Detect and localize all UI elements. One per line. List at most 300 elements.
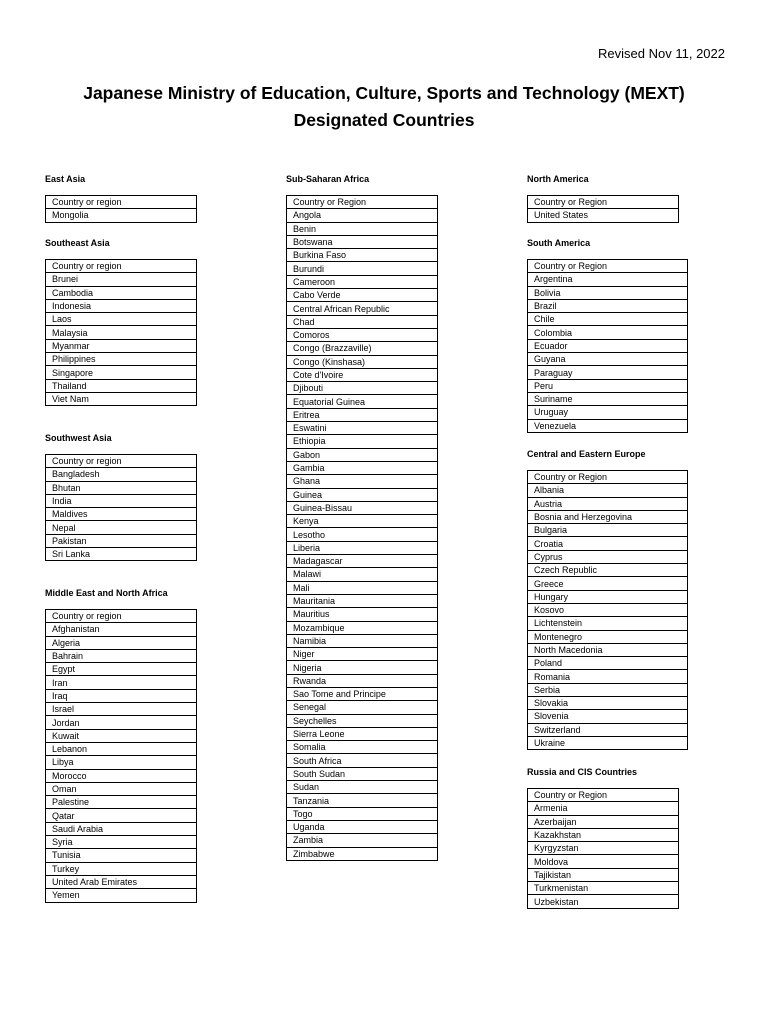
country-cell: Suriname xyxy=(528,392,688,405)
table-row xyxy=(46,889,197,902)
country-cell: Libya xyxy=(46,756,197,769)
country-cell: Ukraine xyxy=(528,736,688,749)
section-title: Southwest Asia xyxy=(45,433,112,443)
country-cell: South Africa xyxy=(287,754,438,767)
country-cell: Tanzania xyxy=(287,794,438,807)
table-row xyxy=(46,623,197,636)
country-cell: Slovenia xyxy=(528,710,688,723)
country-cell: Namibia xyxy=(287,634,438,647)
table-row xyxy=(46,836,197,849)
country-cell: India xyxy=(46,494,197,507)
table-header-cell: Country or Region xyxy=(528,196,679,209)
section-middle-east-north-africa xyxy=(45,587,197,903)
table-row xyxy=(528,392,688,405)
country-cell: Chad xyxy=(287,315,438,328)
country-cell: Serbia xyxy=(528,683,688,696)
table-row xyxy=(528,710,688,723)
table-row xyxy=(287,820,438,833)
country-cell: Comoros xyxy=(287,328,438,341)
section-russia-cis xyxy=(527,766,679,909)
table-header-cell: Country or region xyxy=(46,196,197,209)
table-row xyxy=(46,703,197,716)
country-cell: Qatar xyxy=(46,809,197,822)
country-cell: Austria xyxy=(528,497,688,510)
country-cell: Albania xyxy=(528,484,688,497)
table-row xyxy=(528,736,688,749)
table-row xyxy=(528,868,679,881)
country-cell: Gambia xyxy=(287,461,438,474)
country-cell: Greece xyxy=(528,577,688,590)
country-cell: Kenya xyxy=(287,515,438,528)
title-line-2: Designated Countries xyxy=(293,110,475,130)
table-row xyxy=(46,649,197,662)
country-cell: Togo xyxy=(287,807,438,820)
table-row xyxy=(287,648,438,661)
table-row xyxy=(528,842,679,855)
table-row xyxy=(46,875,197,888)
country-cell: Djibouti xyxy=(287,382,438,395)
country-cell: Turkmenistan xyxy=(528,882,679,895)
table-row xyxy=(46,782,197,795)
country-cell: Congo (Kinshasa) xyxy=(287,355,438,368)
country-cell: Benin xyxy=(287,222,438,235)
country-cell: Ethiopia xyxy=(287,435,438,448)
table-row xyxy=(46,299,197,312)
table-row xyxy=(528,670,688,683)
country-cell: Cameroon xyxy=(287,275,438,288)
country-cell: Burundi xyxy=(287,262,438,275)
table-row xyxy=(287,807,438,820)
country-cell: Central African Republic xyxy=(287,302,438,315)
table-row xyxy=(46,339,197,352)
country-cell: Bolivia xyxy=(528,286,688,299)
country-cell: Senegal xyxy=(287,701,438,714)
table-row xyxy=(46,326,197,339)
table-row xyxy=(46,286,197,299)
country-cell: Nepal xyxy=(46,521,197,534)
country-table xyxy=(527,195,679,223)
country-cell: Peru xyxy=(528,379,688,392)
country-cell: United States xyxy=(528,209,679,222)
country-cell: Slovakia xyxy=(528,697,688,710)
section-title: East Asia xyxy=(45,174,86,184)
section-southwest-asia xyxy=(45,432,197,561)
table-row xyxy=(287,289,438,302)
country-cell: Poland xyxy=(528,657,688,670)
table-row xyxy=(46,689,197,702)
table-header-cell: Country or Region xyxy=(528,260,688,273)
table-row xyxy=(528,286,688,299)
table-row xyxy=(528,366,688,379)
table-row xyxy=(46,769,197,782)
table-row xyxy=(528,353,688,366)
country-cell: Lichtenstein xyxy=(528,617,688,630)
table-row xyxy=(528,855,679,868)
table-row xyxy=(46,822,197,835)
table-row xyxy=(287,422,438,435)
table-row xyxy=(46,521,197,534)
country-cell: Maldives xyxy=(46,508,197,521)
table-row xyxy=(528,550,688,563)
table-header-row xyxy=(46,455,197,468)
country-cell: Guyana xyxy=(528,353,688,366)
country-table xyxy=(45,609,197,903)
table-row xyxy=(528,299,688,312)
country-cell: Thailand xyxy=(46,379,197,392)
country-cell: Azerbaijan xyxy=(528,815,679,828)
table-row xyxy=(287,555,438,568)
country-cell: Paraguay xyxy=(528,366,688,379)
country-cell: Zimbabwe xyxy=(287,847,438,860)
table-header-cell: Country or region xyxy=(46,455,197,468)
table-row xyxy=(528,895,679,908)
country-cell: North Macedonia xyxy=(528,643,688,656)
table-row xyxy=(46,729,197,742)
table-row xyxy=(528,564,688,577)
country-cell: Cote d'Ivoire xyxy=(287,368,438,381)
country-cell: Burkina Faso xyxy=(287,249,438,262)
table-row xyxy=(46,796,197,809)
table-row xyxy=(528,419,688,432)
country-cell: Bahrain xyxy=(46,649,197,662)
country-cell: Gabon xyxy=(287,448,438,461)
country-cell: Tajikistan xyxy=(528,868,679,881)
table-row xyxy=(287,568,438,581)
table-row xyxy=(287,754,438,767)
country-cell: Congo (Brazzaville) xyxy=(287,342,438,355)
country-cell: Kuwait xyxy=(46,729,197,742)
country-cell: Saudi Arabia xyxy=(46,822,197,835)
table-row xyxy=(528,657,688,670)
table-header-cell: Country or Region xyxy=(528,789,679,802)
table-row xyxy=(287,209,438,222)
table-row xyxy=(46,468,197,481)
table-row xyxy=(287,475,438,488)
country-cell: Uruguay xyxy=(528,406,688,419)
revised-date: Revised Nov 11, 2022 xyxy=(598,46,725,61)
table-header-cell: Country or Region xyxy=(287,196,438,209)
table-row xyxy=(287,435,438,448)
country-cell: Iran xyxy=(46,676,197,689)
country-cell: Montenegro xyxy=(528,630,688,643)
country-cell: Romania xyxy=(528,670,688,683)
table-row xyxy=(528,326,688,339)
country-cell: Sierra Leone xyxy=(287,727,438,740)
table-row xyxy=(287,448,438,461)
country-cell: Moldova xyxy=(528,855,679,868)
table-row xyxy=(528,379,688,392)
country-cell: South Sudan xyxy=(287,767,438,780)
country-cell: Turkey xyxy=(46,862,197,875)
country-cell: Ecuador xyxy=(528,339,688,352)
section-southeast-asia xyxy=(45,237,197,406)
country-cell: Palestine xyxy=(46,796,197,809)
table-row xyxy=(46,379,197,392)
table-header-row xyxy=(528,789,679,802)
country-cell: Tunisia xyxy=(46,849,197,862)
section-title: South America xyxy=(527,238,591,248)
table-row xyxy=(528,510,688,523)
country-cell: Eswatini xyxy=(287,422,438,435)
country-cell: Bosnia and Herzegovina xyxy=(528,510,688,523)
table-header-row xyxy=(528,471,688,484)
country-cell: Syria xyxy=(46,836,197,849)
title-line-1: Japanese Ministry of Education, Culture, Sports and Technology (MEXT) xyxy=(83,83,685,103)
table-row xyxy=(287,608,438,621)
country-cell: Madagascar xyxy=(287,555,438,568)
country-cell: Equatorial Guinea xyxy=(287,395,438,408)
table-row xyxy=(528,497,688,510)
country-cell: Iraq xyxy=(46,689,197,702)
section-title: Middle East and North Africa xyxy=(45,588,168,598)
country-cell: Mali xyxy=(287,581,438,594)
country-table xyxy=(527,470,688,750)
country-cell: Israel xyxy=(46,703,197,716)
country-table xyxy=(45,195,197,223)
country-cell: Malawi xyxy=(287,568,438,581)
country-cell: Morocco xyxy=(46,769,197,782)
section-east-asia xyxy=(45,173,197,223)
table-row xyxy=(287,488,438,501)
table-row xyxy=(287,222,438,235)
table-row xyxy=(528,603,688,616)
country-cell: Cabo Verde xyxy=(287,289,438,302)
country-cell: Egypt xyxy=(46,663,197,676)
table-row xyxy=(287,781,438,794)
country-cell: Afghanistan xyxy=(46,623,197,636)
table-row xyxy=(287,395,438,408)
country-cell: Argentina xyxy=(528,273,688,286)
section-south-america xyxy=(527,237,688,433)
country-cell: Lesotho xyxy=(287,528,438,541)
section-title: Central and Eastern Europe xyxy=(527,449,646,459)
table-row xyxy=(287,501,438,514)
country-cell: Indonesia xyxy=(46,299,197,312)
country-cell: Armenia xyxy=(528,802,679,815)
table-row xyxy=(528,273,688,286)
country-cell: Lebanon xyxy=(46,742,197,755)
country-cell: Mozambique xyxy=(287,621,438,634)
country-cell: Angola xyxy=(287,209,438,222)
section-title: Sub-Saharan Africa xyxy=(286,174,370,184)
table-row xyxy=(46,494,197,507)
section-sub-saharan-africa xyxy=(286,173,438,861)
table-row xyxy=(46,534,197,547)
table-row xyxy=(528,815,679,828)
table-row xyxy=(287,847,438,860)
country-cell: Rwanda xyxy=(287,674,438,687)
table-row xyxy=(46,209,197,222)
table-row xyxy=(46,548,197,561)
country-cell: Czech Republic xyxy=(528,564,688,577)
country-cell: Seychelles xyxy=(287,714,438,727)
table-row xyxy=(287,621,438,634)
table-row xyxy=(528,683,688,696)
country-table xyxy=(286,195,438,861)
table-row xyxy=(287,581,438,594)
section-central-eastern-europe xyxy=(527,448,688,750)
country-table xyxy=(527,788,679,909)
table-row xyxy=(46,508,197,521)
table-row xyxy=(46,862,197,875)
country-cell: Bhutan xyxy=(46,481,197,494)
table-row xyxy=(287,701,438,714)
table-row xyxy=(528,617,688,630)
table-row xyxy=(46,636,197,649)
country-table xyxy=(527,259,688,433)
country-cell: Venezuela xyxy=(528,419,688,432)
table-row xyxy=(287,528,438,541)
country-table xyxy=(45,259,197,406)
country-cell: United Arab Emirates xyxy=(46,875,197,888)
country-cell: Liberia xyxy=(287,541,438,554)
table-row xyxy=(287,315,438,328)
table-row xyxy=(287,741,438,754)
table-row xyxy=(287,461,438,474)
country-cell: Chile xyxy=(528,313,688,326)
table-row xyxy=(287,382,438,395)
table-row xyxy=(287,594,438,607)
table-row xyxy=(528,524,688,537)
table-row xyxy=(46,481,197,494)
table-row xyxy=(287,368,438,381)
section-north-america xyxy=(527,173,679,223)
country-cell: Nigeria xyxy=(287,661,438,674)
table-row xyxy=(287,515,438,528)
table-row xyxy=(528,643,688,656)
country-cell: Brazil xyxy=(528,299,688,312)
table-row xyxy=(287,342,438,355)
table-header-row xyxy=(46,260,197,273)
table-header-cell: Country or region xyxy=(46,260,197,273)
country-cell: Ghana xyxy=(287,475,438,488)
page-title xyxy=(0,80,768,134)
table-header-row xyxy=(528,260,688,273)
country-cell: Laos xyxy=(46,313,197,326)
country-table xyxy=(45,454,197,561)
table-row xyxy=(528,723,688,736)
country-cell: Mauritania xyxy=(287,594,438,607)
table-row xyxy=(528,577,688,590)
country-cell: Sudan xyxy=(287,781,438,794)
country-cell: Croatia xyxy=(528,537,688,550)
section-title: Southeast Asia xyxy=(45,238,110,248)
table-row xyxy=(287,687,438,700)
table-row xyxy=(46,676,197,689)
table-row xyxy=(287,541,438,554)
table-row xyxy=(287,262,438,275)
table-row xyxy=(287,249,438,262)
country-cell: Viet Nam xyxy=(46,392,197,405)
country-cell: Guinea xyxy=(287,488,438,501)
country-cell: Zambia xyxy=(287,834,438,847)
table-row xyxy=(46,353,197,366)
table-header-row xyxy=(287,196,438,209)
table-row xyxy=(287,328,438,341)
country-cell: Mongolia xyxy=(46,209,197,222)
table-row xyxy=(528,209,679,222)
country-cell: Yemen xyxy=(46,889,197,902)
country-cell: Oman xyxy=(46,782,197,795)
country-cell: Kyrgyzstan xyxy=(528,842,679,855)
table-row xyxy=(287,275,438,288)
table-row xyxy=(287,355,438,368)
country-cell: Sao Tome and Principe xyxy=(287,687,438,700)
table-row xyxy=(46,716,197,729)
table-row xyxy=(287,767,438,780)
country-cell: Bangladesh xyxy=(46,468,197,481)
country-cell: Uzbekistan xyxy=(528,895,679,908)
table-row xyxy=(528,406,688,419)
table-header-row xyxy=(46,610,197,623)
country-cell: Myanmar xyxy=(46,339,197,352)
country-cell: Singapore xyxy=(46,366,197,379)
table-row xyxy=(46,809,197,822)
table-row xyxy=(46,392,197,405)
table-row xyxy=(528,484,688,497)
country-cell: Pakistan xyxy=(46,534,197,547)
table-row xyxy=(46,742,197,755)
table-row xyxy=(528,882,679,895)
table-header-row xyxy=(528,196,679,209)
table-row xyxy=(287,408,438,421)
table-row xyxy=(528,630,688,643)
table-row xyxy=(46,849,197,862)
table-row xyxy=(287,302,438,315)
country-cell: Uganda xyxy=(287,820,438,833)
country-cell: Guinea-Bissau xyxy=(287,501,438,514)
table-row xyxy=(287,634,438,647)
section-title: North America xyxy=(527,174,589,184)
country-cell: Botswana xyxy=(287,235,438,248)
country-cell: Colombia xyxy=(528,326,688,339)
table-row xyxy=(46,273,197,286)
table-row xyxy=(287,661,438,674)
table-header-cell: Country or region xyxy=(46,610,197,623)
country-cell: Switzerland xyxy=(528,723,688,736)
table-row xyxy=(46,756,197,769)
country-cell: Cyprus xyxy=(528,550,688,563)
country-cell: Cambodia xyxy=(46,286,197,299)
table-row xyxy=(528,537,688,550)
table-row xyxy=(287,235,438,248)
country-cell: Somalia xyxy=(287,741,438,754)
table-row xyxy=(528,339,688,352)
country-cell: Brunei xyxy=(46,273,197,286)
table-row xyxy=(46,366,197,379)
country-cell: Niger xyxy=(287,648,438,661)
table-row xyxy=(528,802,679,815)
country-cell: Hungary xyxy=(528,590,688,603)
table-row xyxy=(287,727,438,740)
table-row xyxy=(46,663,197,676)
country-cell: Kazakhstan xyxy=(528,828,679,841)
country-cell: Mauritius xyxy=(287,608,438,621)
country-cell: Sri Lanka xyxy=(46,548,197,561)
table-row xyxy=(287,714,438,727)
country-cell: Eritrea xyxy=(287,408,438,421)
table-row xyxy=(287,794,438,807)
table-row xyxy=(528,590,688,603)
table-row xyxy=(528,828,679,841)
table-row xyxy=(287,834,438,847)
table-header-row xyxy=(46,196,197,209)
country-cell: Philippines xyxy=(46,353,197,366)
table-header-cell: Country or Region xyxy=(528,471,688,484)
table-row xyxy=(528,313,688,326)
table-row xyxy=(46,313,197,326)
country-cell: Algeria xyxy=(46,636,197,649)
